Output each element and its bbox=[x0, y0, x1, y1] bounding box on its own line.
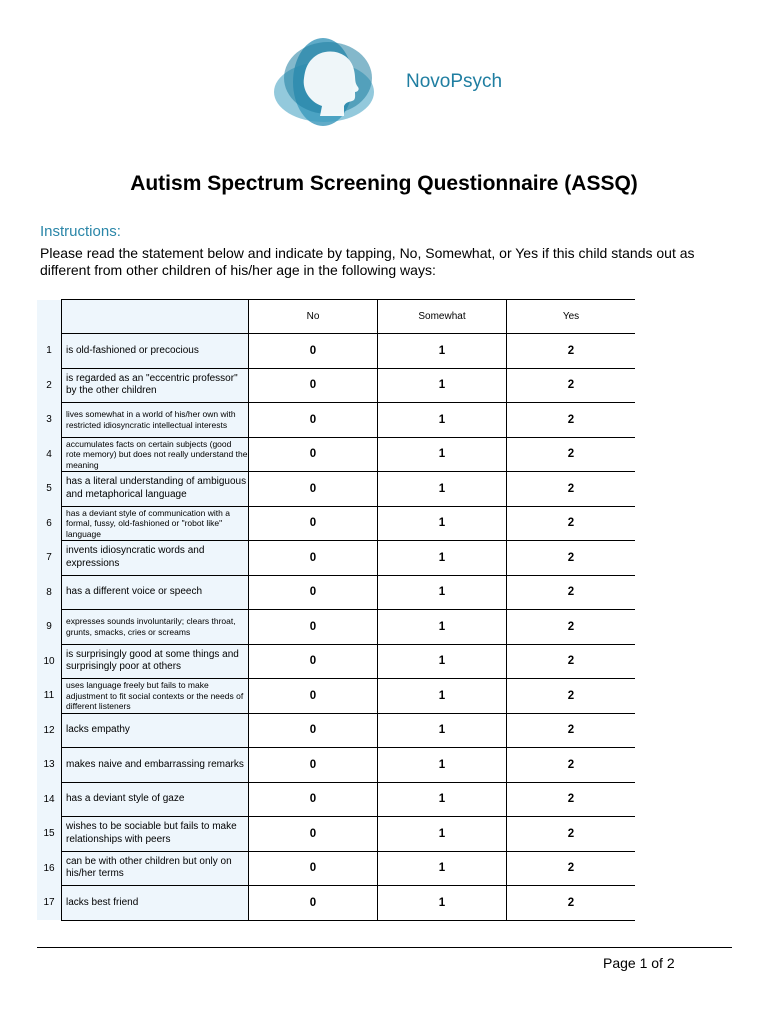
option-yes-button[interactable]: 2 bbox=[507, 541, 636, 576]
option-somewhat-button[interactable]: 1 bbox=[378, 679, 507, 714]
option-yes-button[interactable]: 2 bbox=[507, 575, 636, 610]
column-header-no: No bbox=[249, 300, 378, 334]
item-statement: accumulates facts on certain subjects (good rote memory) but does not really understand the meaning bbox=[66, 438, 248, 470]
option-yes-button[interactable]: 2 bbox=[507, 610, 636, 645]
item-statement-cell bbox=[62, 782, 249, 817]
option-no-button[interactable]: 0 bbox=[249, 851, 378, 886]
option-somewhat-button[interactable]: 1 bbox=[378, 782, 507, 817]
option-yes-button[interactable]: 2 bbox=[507, 886, 636, 921]
item-statement: makes naive and embarrassing remarks bbox=[66, 758, 244, 770]
item-statement: can be with other children but only on his/her terms bbox=[66, 855, 232, 880]
option-no-button[interactable]: 0 bbox=[249, 334, 378, 369]
item-number: 10 bbox=[37, 644, 62, 679]
page-number: Page 1 of 2 bbox=[603, 955, 675, 971]
option-somewhat-button[interactable]: 1 bbox=[378, 817, 507, 852]
item-statement: has a deviant style of communication with a formal, fussy, old-fashioned or "robot like" language bbox=[66, 507, 230, 539]
option-somewhat-button[interactable]: 1 bbox=[378, 748, 507, 783]
option-somewhat-button[interactable]: 1 bbox=[378, 575, 507, 610]
option-no-button[interactable]: 0 bbox=[249, 782, 378, 817]
option-no-button[interactable]: 0 bbox=[249, 886, 378, 921]
table-row bbox=[37, 334, 635, 369]
item-number: 11 bbox=[37, 679, 62, 714]
table-row bbox=[37, 713, 635, 748]
item-number: 14 bbox=[37, 782, 62, 817]
column-header-somewhat: Somewhat bbox=[378, 300, 507, 334]
column-header-yes: Yes bbox=[507, 300, 636, 334]
option-no-button[interactable]: 0 bbox=[249, 541, 378, 576]
option-somewhat-button[interactable]: 1 bbox=[378, 368, 507, 403]
option-yes-button[interactable]: 2 bbox=[507, 472, 636, 507]
item-number: 1 bbox=[37, 334, 62, 369]
option-somewhat-button[interactable]: 1 bbox=[378, 403, 507, 438]
item-statement-cell bbox=[62, 851, 249, 886]
table-row bbox=[37, 644, 635, 679]
option-somewhat-button[interactable]: 1 bbox=[378, 541, 507, 576]
item-number: 4 bbox=[37, 437, 62, 472]
table-row bbox=[37, 817, 635, 852]
item-statement: wishes to be sociable but fails to make relationships with peers bbox=[66, 821, 237, 845]
item-statement: expresses sounds involuntarily; clears throat, grunts, smacks, cries or screams bbox=[66, 616, 236, 637]
item-statement: lacks empathy bbox=[66, 724, 130, 735]
table-row bbox=[37, 610, 635, 645]
item-statement-cell bbox=[62, 713, 249, 748]
option-yes-button[interactable]: 2 bbox=[507, 679, 636, 714]
item-statement: invents idiosyncratic words and expressions bbox=[66, 545, 205, 569]
option-somewhat-button[interactable]: 1 bbox=[378, 644, 507, 679]
instructions-text: Please read the statement below and indicate by tapping, No, Somewhat, or Yes if this child stands out as different from other children of his/her age in the following ways: bbox=[40, 245, 695, 278]
option-no-button[interactable]: 0 bbox=[249, 817, 378, 852]
item-number: 2 bbox=[37, 368, 62, 403]
table-header-row bbox=[37, 300, 635, 334]
item-statement: is surprisingly good at some things and surprisingly poor at others bbox=[66, 648, 239, 673]
item-statement: is regarded as an "eccentric professor" by the other children bbox=[66, 372, 238, 397]
option-yes-button[interactable]: 2 bbox=[507, 437, 636, 472]
option-no-button[interactable]: 0 bbox=[249, 644, 378, 679]
item-statement: has a different voice or speech bbox=[66, 586, 203, 597]
item-statement-cell bbox=[62, 437, 249, 472]
item-statement-cell bbox=[62, 748, 249, 783]
header-statement-cell bbox=[62, 300, 249, 334]
item-statement: lives somewhat in a world of his/her own with restricted idiosyncratic intellectual interests bbox=[66, 409, 236, 430]
option-yes-button[interactable]: 2 bbox=[507, 782, 636, 817]
option-yes-button[interactable]: 2 bbox=[507, 403, 636, 438]
item-statement-cell bbox=[62, 368, 249, 403]
option-somewhat-button[interactable]: 1 bbox=[378, 334, 507, 369]
item-statement-cell bbox=[62, 472, 249, 507]
option-yes-button[interactable]: 2 bbox=[507, 748, 636, 783]
option-no-button[interactable]: 0 bbox=[249, 575, 378, 610]
item-number: 9 bbox=[37, 610, 62, 645]
item-statement: is old-fashioned or precocious bbox=[66, 344, 199, 356]
option-somewhat-button[interactable]: 1 bbox=[378, 610, 507, 645]
item-number: 12 bbox=[37, 713, 62, 748]
item-number: 7 bbox=[37, 541, 62, 576]
item-statement-cell bbox=[62, 575, 249, 610]
item-statement: lacks best friend bbox=[66, 896, 139, 908]
table-row bbox=[37, 437, 635, 472]
item-number: 17 bbox=[37, 886, 62, 921]
option-yes-button[interactable]: 2 bbox=[507, 644, 636, 679]
option-no-button[interactable]: 0 bbox=[249, 437, 378, 472]
option-no-button[interactable]: 0 bbox=[249, 679, 378, 714]
item-statement: has a literal understanding of ambiguous and metaphorical language bbox=[66, 476, 247, 500]
option-yes-button[interactable]: 2 bbox=[507, 368, 636, 403]
item-number: 15 bbox=[37, 817, 62, 852]
table-row bbox=[37, 886, 635, 921]
item-statement-cell bbox=[62, 679, 249, 714]
option-somewhat-button[interactable]: 1 bbox=[378, 851, 507, 886]
option-somewhat-button[interactable]: 1 bbox=[378, 472, 507, 507]
option-yes-button[interactable]: 2 bbox=[507, 713, 636, 748]
item-statement-cell bbox=[62, 610, 249, 645]
table-row bbox=[37, 782, 635, 817]
option-no-button[interactable]: 0 bbox=[249, 713, 378, 748]
item-number: 16 bbox=[37, 851, 62, 886]
footer-divider bbox=[37, 947, 732, 948]
table-row bbox=[37, 472, 635, 507]
head-silhouette-logo-icon bbox=[272, 34, 380, 130]
item-number: 5 bbox=[37, 472, 62, 507]
option-somewhat-button[interactable]: 1 bbox=[378, 713, 507, 748]
item-statement: has a deviant style of gaze bbox=[66, 793, 185, 804]
item-statement-cell bbox=[62, 403, 249, 438]
item-number: 3 bbox=[37, 403, 62, 438]
option-yes-button[interactable]: 2 bbox=[507, 851, 636, 886]
item-number: 6 bbox=[37, 506, 62, 541]
option-somewhat-button[interactable]: 1 bbox=[378, 886, 507, 921]
table-row bbox=[37, 575, 635, 610]
option-no-button[interactable]: 0 bbox=[249, 506, 378, 541]
option-no-button[interactable]: 0 bbox=[249, 403, 378, 438]
option-somewhat-button[interactable]: 1 bbox=[378, 506, 507, 541]
item-statement: uses language freely but fails to make adjustment to fit social contexts or the needs of different listeners bbox=[66, 680, 244, 711]
header-number-cell bbox=[37, 300, 62, 334]
table-row bbox=[37, 541, 635, 576]
brand-name: NovoPsych bbox=[406, 71, 503, 92]
table-row bbox=[37, 368, 635, 403]
option-somewhat-button[interactable]: 1 bbox=[378, 437, 507, 472]
table-row bbox=[37, 403, 635, 438]
questionnaire-table bbox=[37, 299, 635, 921]
instructions-heading: Instructions: bbox=[40, 223, 121, 240]
item-statement-cell bbox=[62, 817, 249, 852]
option-no-button[interactable]: 0 bbox=[249, 610, 378, 645]
table-row bbox=[37, 851, 635, 886]
item-statement-cell bbox=[62, 886, 249, 921]
table-row bbox=[37, 748, 635, 783]
item-statement-cell bbox=[62, 644, 249, 679]
option-yes-button[interactable]: 2 bbox=[507, 817, 636, 852]
item-statement-cell bbox=[62, 506, 249, 541]
page-title: Autism Spectrum Screening Questionnaire (ASSQ) bbox=[130, 172, 638, 195]
item-statement-cell bbox=[62, 334, 249, 369]
item-number: 8 bbox=[37, 575, 62, 610]
option-no-button[interactable]: 0 bbox=[249, 748, 378, 783]
item-statement-cell bbox=[62, 541, 249, 576]
item-number: 13 bbox=[37, 748, 62, 783]
option-no-button[interactable]: 0 bbox=[249, 368, 378, 403]
option-no-button[interactable]: 0 bbox=[249, 472, 378, 507]
option-yes-button[interactable]: 2 bbox=[507, 334, 636, 369]
table-row bbox=[37, 506, 635, 541]
option-yes-button[interactable]: 2 bbox=[507, 506, 636, 541]
table-row bbox=[37, 679, 635, 714]
